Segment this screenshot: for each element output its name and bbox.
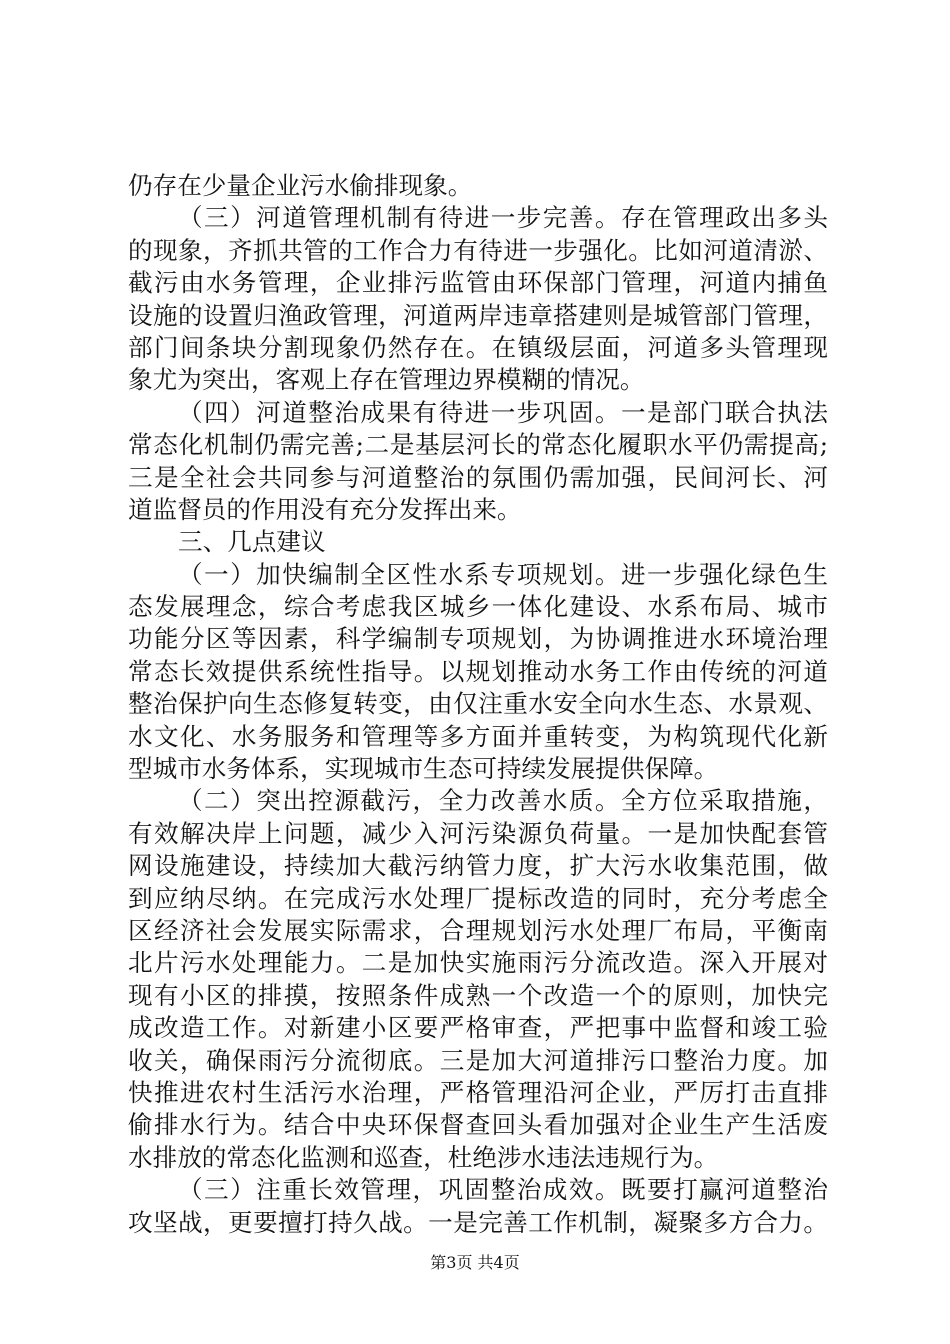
text-line: 仍存在少量企业污水偷排现象。: [128, 171, 473, 200]
text-line: 象尤为突出，客观上存在管理边界模糊的情况。: [128, 365, 645, 395]
text-line: （三）河道管理机制有待进一步完善。存在管理政出多头: [178, 203, 828, 233]
text-line: 常态化机制仍需完善;二是基层河长的常态化履职水平仍需提高;: [128, 430, 828, 460]
text-line: 型城市水务体系，实现城市生态可持续发展提供保障。: [128, 754, 719, 784]
text-line: （四）河道整治成果有待进一步巩固。一是部门联合执法: [178, 397, 828, 427]
text-line: （一）加快编制全区性水系专项规划。进一步强化绿色生: [178, 559, 828, 589]
page-footer: 第3页 共4页: [430, 1253, 520, 1272]
document-body: [128, 170, 828, 1239]
text-line: 现有小区的排摸，按照条件成熟一个改造一个的原则，加快完: [128, 980, 828, 1010]
text-line: 网设施建设，持续加大截污纳管力度，扩大污水收集范围，做: [128, 851, 828, 881]
text-line: 成改造工作。对新建小区要严格审查，严把事中监督和竣工验: [128, 1013, 828, 1043]
text-line: （三）注重长效管理，巩固整治成效。既要打赢河道整治: [178, 1175, 828, 1205]
text-line: 部门间条块分割现象仍然存在。在镇级层面，河道多头管理现: [128, 332, 828, 362]
text-line: 常态长效提供系统性指导。以规划推动水务工作由传统的河道: [128, 656, 828, 686]
text-line: 设施的设置归渔政管理，河道两岸违章搭建则是城管部门管理，: [128, 300, 828, 330]
text-line: 收关，确保雨污分流彻底。三是加大河道排污口整治力度。加: [128, 1045, 828, 1075]
text-line: 区经济社会发展实际需求，合理规划污水处理厂布局，平衡南: [128, 915, 828, 945]
text-line: 功能分区等因素，科学编制专项规划，为协调推进水环境治理: [128, 624, 828, 654]
text-line: 有效解决岸上问题，减少入河污染源负荷量。一是加快配套管: [128, 818, 828, 848]
text-line: 三是全社会共同参与河道整治的氛围仍需加强，民间河长、河: [128, 462, 828, 492]
text-line: 截污由水务管理，企业排污监管由环保部门管理，河道内捕鱼: [128, 268, 828, 298]
text-line: 道监督员的作用没有充分发挥出来。: [128, 494, 522, 524]
text-line: （二）突出控源截污，全力改善水质。全方位采取措施，: [178, 786, 828, 816]
text-line: 快推进农村生活污水治理，严格管理沿河企业，严厉打击直排: [128, 1077, 828, 1107]
text-line: 水排放的常态化监测和巡查，杜绝涉水违法违规行为。: [128, 1142, 719, 1172]
text-line: 偷排水行为。结合中央环保督查回头看加强对企业生产生活废: [128, 1110, 828, 1140]
text-line: 的现象，齐抓共管的工作合力有待进一步强化。比如河道清淤、: [128, 235, 828, 265]
text-line: 整治保护向生态修复转变，由仅注重水安全向水生态、水景观、: [128, 689, 828, 719]
text-line: 北片污水处理能力。二是加快实施雨污分流改造。深入开展对: [128, 948, 828, 978]
text-line: 态发展理念，综合考虑我区城乡一体化建设、水系布局、城市: [128, 592, 828, 622]
text-line: 攻坚战，更要擅打持久战。一是完善工作机制，凝聚多方合力。: [128, 1207, 828, 1237]
text-line: 水文化、水务服务和管理等多方面并重转变，为构筑现代化新: [128, 721, 828, 751]
text-line: 到应纳尽纳。在完成污水处理厂提标改造的同时，充分考虑全: [128, 883, 828, 913]
text-line: 三、几点建议: [178, 527, 326, 557]
